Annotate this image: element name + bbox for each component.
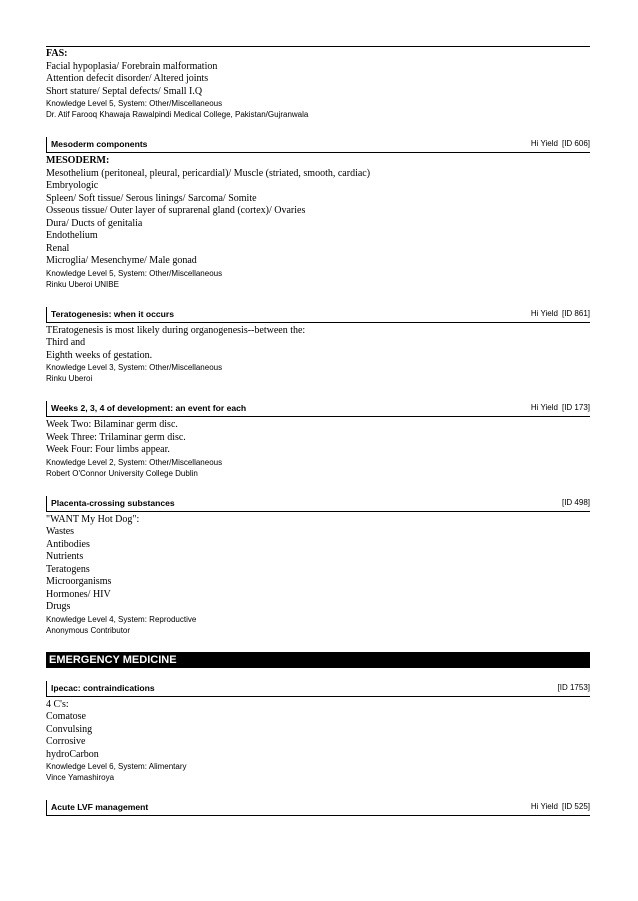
entry-line: "WANT My Hot Dog": [46, 513, 140, 525]
entry-header-acute-lvf [46, 800, 590, 816]
entry-line: hydroCarbon [46, 748, 99, 760]
entry-line: Convulsing [46, 723, 93, 735]
entry-line: Antibodies [46, 538, 90, 550]
entry-line: Hormones/ HIV [46, 588, 111, 600]
entry-line: Teratogens [46, 563, 90, 575]
fas-line-1-text: Facial hypoplasia/ Forebrain malformation [46, 60, 218, 72]
entry-header-weeks [46, 401, 590, 417]
entry-header-ipecac [46, 681, 590, 697]
entry-line: Week Four: Four limbs appear. [46, 444, 170, 455]
entry-title: Acute LVF management [51, 802, 149, 812]
entry-line: Mesothelium (peritoneal, pleural, pericardial)/ Muscle (striated, smooth, cardiac) [46, 167, 371, 179]
entry-line: Week Three: Trilaminar germ disc. [46, 431, 186, 443]
hi-yield-label: Hi Yield [530, 308, 558, 318]
entry-line: Wastes [46, 526, 75, 537]
author: Anonymous Contributor [46, 625, 131, 635]
entry-body-placenta [46, 514, 590, 636]
entry-line: Drugs [46, 601, 71, 612]
fas-knowledge-level: Knowledge Level 5, System: Other/Miscellaneous [46, 99, 223, 108]
section-header-emergency-medicine: EMERGENCY MEDICINE [46, 652, 590, 668]
fas-line-3-text: Short stature/ Septal defects/ Small I.Q [46, 85, 203, 97]
entry-meta [558, 683, 590, 692]
entry-body-mesoderm [46, 155, 590, 290]
knowledge-level: Knowledge Level 6, System: Alimentary [46, 762, 187, 771]
entry-body-teratogenesis [46, 325, 590, 385]
entry-header-placenta [46, 496, 590, 512]
fas-line-1 [46, 61, 590, 74]
fas-line-2-text: Attention defecit disorder/ Altered joints [46, 73, 209, 84]
entry-line: Microglia/ Mesenchyme/ Male gonad [46, 255, 197, 266]
entry-line: Dura/ Ducts of genitalia [46, 217, 143, 229]
entry-line: MESODERM: [46, 155, 110, 166]
entry-line: Embryologic [46, 180, 99, 191]
entry-body-weeks [46, 419, 590, 479]
knowledge-level: Knowledge Level 5, System: Other/Miscellaneous [46, 268, 223, 278]
entry-line: Week Two: Bilaminar germ disc. [46, 419, 178, 430]
fas-entry [46, 48, 590, 120]
knowledge-level: Knowledge Level 3, System: Other/Miscellaneous [46, 363, 223, 372]
author: Robert O'Connor University College Dublin [46, 468, 198, 478]
entry-line: 4 C's: [46, 698, 69, 710]
entry-meta [531, 139, 590, 148]
hi-yield-label: Hi Yield [530, 139, 558, 148]
entry-meta [531, 309, 590, 318]
hi-yield-label: Hi Yield [530, 403, 558, 412]
entry-meta [562, 498, 590, 507]
entry-title: Mesoderm components [51, 139, 148, 149]
fas-author: Dr. Atif Farooq Khawaja Rawalpindi Medical College, Pakistan/Gujranwala [46, 110, 309, 119]
entry-id: [ID 606] [561, 139, 590, 148]
entry-header-teratogenesis [46, 307, 590, 323]
author: Rinku Uberoi UNIBE [46, 279, 119, 289]
author: Rinku Uberoi [46, 374, 93, 383]
knowledge-level: Knowledge Level 2, System: Other/Miscellaneous [46, 457, 223, 467]
entry-line: Corrosive [46, 736, 86, 747]
entry-line: Nutrients [46, 551, 84, 562]
entry-id: [ID 861] [561, 308, 590, 318]
entry-header-mesoderm [46, 137, 590, 153]
knowledge-level: Knowledge Level 4, System: Reproductive [46, 614, 197, 624]
entry-line: Spleen/ Soft tissue/ Serous linings/ Sarcoma/ Somite [46, 192, 257, 204]
entry-line: Renal [46, 242, 70, 254]
entry-line: Osseous tissue/ Outer layer of suprarenal gland (cortex)/ Ovaries [46, 205, 306, 216]
entry-line: Endothelium [46, 230, 98, 241]
entry-meta [531, 802, 590, 811]
fas-line-3 [46, 86, 590, 99]
author: Vince Yamashiroya [46, 773, 115, 782]
entry-title: Ipecac: contraindications [51, 682, 155, 693]
entry-line: TEratogenesis is most likely during organogenesis--between the: [46, 324, 306, 336]
top-divider [46, 46, 590, 47]
fas-line-2 [46, 73, 590, 86]
hi-yield-label: Hi Yield [530, 802, 558, 811]
entry-meta [531, 403, 590, 412]
entry-id: [ID 525] [561, 802, 590, 811]
entry-id: [ID 1753] [557, 682, 590, 692]
fas-line-0: FAS: [46, 48, 68, 59]
entry-id: [ID 498] [561, 497, 590, 507]
entry-line: Third and [46, 337, 86, 348]
entry-line: Microorganisms [46, 576, 112, 587]
entry-body-ipecac [46, 699, 590, 784]
entry-title: Teratogenesis: when it occurs [51, 308, 175, 319]
entry-line: Comatose [46, 711, 86, 722]
entry-line: Eighth weeks of gestation. [46, 349, 153, 361]
entry-title: Weeks 2, 3, 4 of development: an event for each [51, 403, 247, 413]
entry-id: [ID 173] [561, 403, 590, 412]
page-content [46, 48, 590, 818]
entry-title: Placenta-crossing substances [51, 497, 175, 508]
